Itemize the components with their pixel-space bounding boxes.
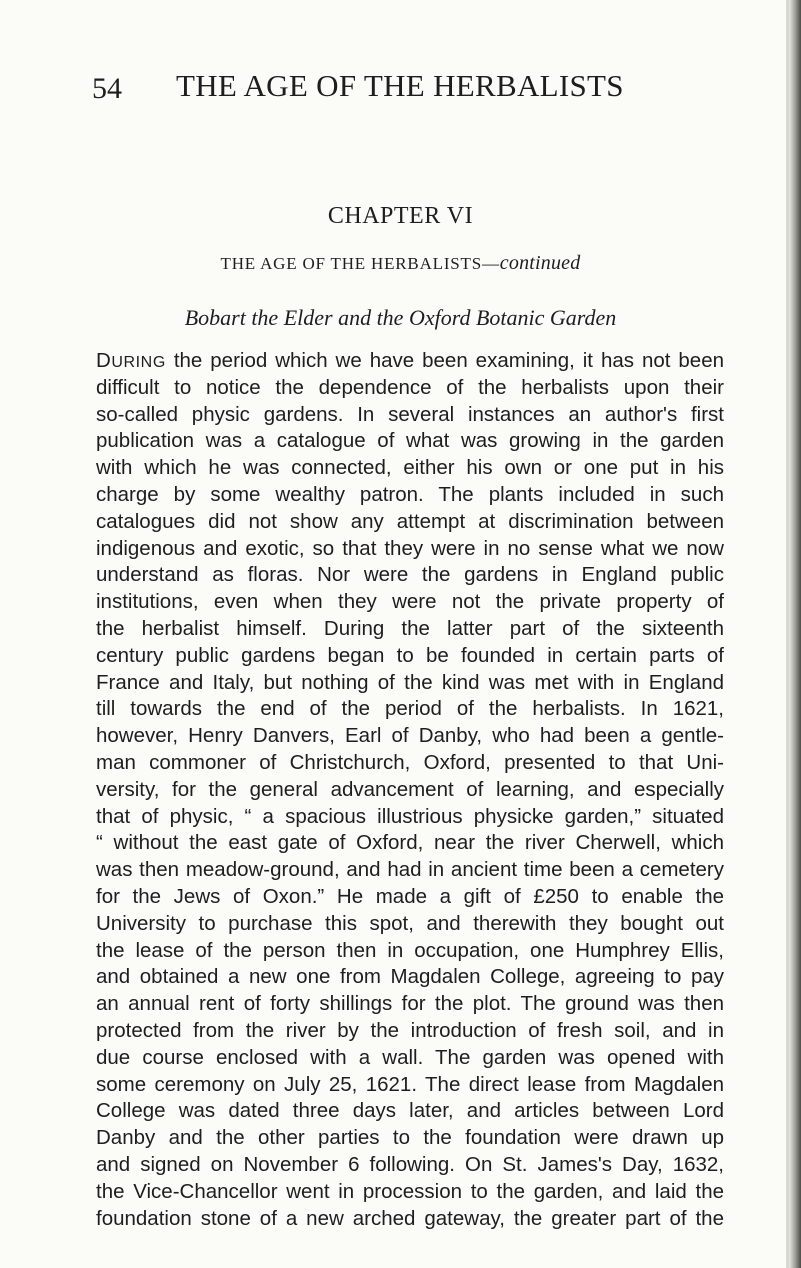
body-line: catalogues did not show any attempt at discrimination between — [96, 509, 724, 533]
body-line: and signed on November 6 following. On St. James's Day, 1632, — [96, 1152, 724, 1176]
body-line: an annual rent of forty shillings for the plot. The ground was then — [96, 992, 724, 1016]
body-line: some ceremony on July 25, 1621. The direct lease from Magdalen — [96, 1072, 724, 1096]
chapter-subtitle-main: THE AGE OF THE HERBALISTS— — [220, 254, 500, 273]
body-line: “ without the east gate of Oxford, near the river Cherwell, which — [96, 831, 724, 855]
body-line: that of physic, “ a spacious illustrious physicke garden,” situated — [96, 804, 724, 828]
body-line: the Vice-Chancellor went in procession to the garden, and laid the — [96, 1179, 724, 1203]
body-line: was then meadow-ground, and had in ancient time been a cemetery — [96, 858, 724, 882]
chapter-subtitle — [0, 252, 801, 275]
body-text — [96, 348, 724, 1232]
body-line: the lease of the person then in occupation, one Humphrey Ellis, — [96, 938, 724, 962]
body-line: so-called physic gardens. In several instances an author's first — [96, 402, 724, 426]
body-line: difficult to notice the dependence of the herbalists upon their — [96, 375, 724, 399]
body-line: DURING the period which we have been examining, it has not been — [96, 349, 724, 372]
page-number: 54 — [92, 72, 122, 105]
body-line: foundation stone of a new arched gateway, the greater part of the — [96, 1206, 724, 1230]
body-line: charge by some wealthy patron. The plants included in such — [96, 482, 724, 506]
section-title: Bobart the Elder and the Oxford Botanic Garden — [184, 305, 617, 330]
body-line: College was dated three days later, and articles between Lord — [96, 1099, 724, 1123]
body-line: man commoner of Christchurch, Oxford, presented to that Uni- — [96, 750, 724, 774]
chapter-subtitle-continued: continued — [499, 252, 581, 274]
body-line: versity, for the general advancement of learning, and especially — [96, 777, 724, 801]
body-line: however, Henry Danvers, Earl of Danby, who had been a gentle- — [96, 724, 724, 748]
body-line: till towards the end of the period of the herbalists. In 1621, — [96, 697, 724, 721]
body-line: due course enclosed with a wall. The garden was opened with — [96, 1045, 724, 1069]
page-binding-shadow — [789, 0, 801, 1268]
body-line: indigenous and exotic, so that they were in no sense what we now — [96, 536, 724, 560]
body-line: the herbalist himself. During the latter part of the sixteenth — [96, 616, 724, 640]
body-line: University to purchase this spot, and therewith they bought out — [96, 911, 724, 935]
running-title: THE AGE OF THE HERBALISTS — [176, 68, 624, 103]
body-line: and obtained a new one from Magdalen College, agreeing to pay — [96, 965, 724, 989]
body-line: institutions, even when they were not the private property of — [96, 590, 724, 614]
body-line: understand as floras. Nor were the gardens in England public — [96, 563, 724, 587]
body-line: Danby and the other parties to the foundation were drawn up — [96, 1126, 724, 1150]
drop-word-smallcaps: URING — [111, 354, 166, 371]
body-line: France and Italy, but nothing of the kind was met with in England — [96, 670, 724, 694]
body-line: with which he was connected, either his own or one put in his — [96, 456, 724, 480]
body-line: for the Jews of Oxon.” He made a gift of £250 to enable the — [96, 884, 724, 908]
chapter-heading: CHAPTER VI — [327, 203, 474, 229]
body-line: protected from the river by the introduction of fresh soil, and in — [96, 1018, 724, 1042]
drop-word: D — [96, 349, 112, 372]
body-line: publication was a catalogue of what was growing in the garden — [96, 429, 724, 453]
body-line: century public gardens began to be founded in certain parts of — [96, 643, 724, 667]
